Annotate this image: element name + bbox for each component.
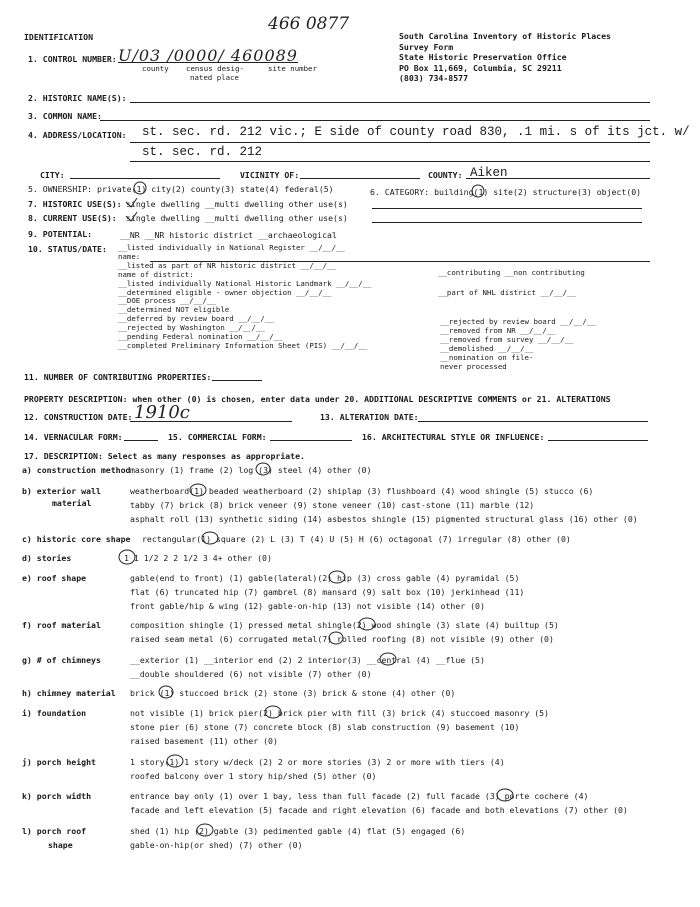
status-item[interactable]: __deferred by review board __/__/__ — [118, 314, 274, 324]
status-right-item[interactable]: __removed from survey __/__/__ — [440, 335, 574, 344]
identification-heading: IDENTIFICATION — [24, 32, 94, 42]
row-options[interactable]: gable(end to front) (1) gable(lateral)(2) hip (3) cross gable (4) pyramidal (5) — [130, 573, 520, 583]
row-label: d) stories — [22, 553, 72, 563]
row-options[interactable]: raised basement (11) other (0) — [130, 736, 278, 746]
row-label: c) historic core shape — [22, 534, 131, 544]
row-options[interactable]: weatherboard(1) beaded weatherboard (2) shiplap (3) flushboard (4) wood shingle (5) stucco (6) — [130, 486, 594, 496]
construction-date-label: 12. CONSTRUCTION DATE: — [24, 412, 133, 422]
alteration-date-label: 13. ALTERATION DATE: — [320, 412, 419, 422]
status-right-item[interactable]: __part of NHL district __/__/__ — [438, 288, 576, 297]
potential-options[interactable]: __NR __NR historic district __archaeological — [120, 230, 337, 240]
status-item[interactable]: name: — [118, 251, 141, 261]
gable-lateral-circle-mark — [329, 571, 345, 583]
commercial-form-label: 15. COMMERCIAL FORM: — [168, 432, 267, 442]
city-label: CITY: — [40, 170, 65, 180]
row-options[interactable]: rectangular(1) square (2) L (3) T (4) U (5) H (6) octagonal (7) irregular (8) other (0) — [142, 534, 571, 544]
county-value[interactable]: Aiken — [470, 166, 508, 180]
current-use-label: 8. CURRENT USE(S): — [28, 213, 117, 223]
handwritten-number: 466 0877 — [268, 14, 350, 34]
status-item[interactable]: __listed individually in National Register __/__/__ — [118, 243, 345, 252]
brick-pier-circle-mark — [265, 706, 281, 718]
common-name-label: 3. COMMON NAME: — [28, 111, 102, 121]
historic-use-options[interactable]: single dwelling __multi dwelling other use(s) — [126, 199, 348, 209]
historic-use-label: 7. HISTORIC USE(S): — [28, 199, 122, 209]
row-label: k) porch width — [22, 791, 92, 801]
current-use-check-mark — [126, 212, 137, 221]
control-sub-census: census desig- — [186, 64, 244, 73]
row-label: h) chimney material — [22, 688, 116, 698]
hip-circle-mark — [197, 824, 213, 836]
one-story-porch-circle-mark — [167, 755, 183, 767]
status-right-item[interactable]: __demolished __/__/__ — [440, 344, 534, 353]
rectangular-circle-mark — [202, 532, 218, 544]
property-description-note: PROPERTY DESCRIPTION: when other (0) is chosen, enter data under 20. ADDITIONAL DESCRIPTIVE COMMENTS or 21. ALTERATIONS — [24, 394, 611, 404]
county-label: COUNTY: — [428, 170, 463, 180]
row-options[interactable]: 1 story(1) 1 story w/deck (2) 2 or more stories (3) 2 or more with tiers (4) — [130, 757, 505, 767]
control-number-value[interactable]: U/03 /0000/ 460089 — [118, 46, 298, 65]
address-label: 4. ADDRESS/LOCATION: — [28, 130, 127, 140]
control-sub-place: nated place — [190, 73, 239, 82]
vernacular-form-label: 14. VERNACULAR FORM: — [24, 432, 123, 442]
description-heading: 17. DESCRIPTION: Select as many responses as appropriate. — [24, 451, 305, 461]
row-options[interactable]: 1 1 1/2 2 2 1/2 3 4+ other (0) — [124, 553, 272, 563]
row-options[interactable]: raised seam metal (6) corrugated metal(7) rolled roofing (8) not visible (9) other (0) — [130, 634, 554, 644]
row-label: i) foundation — [22, 708, 87, 718]
row-options[interactable]: stone pier (6) stone (7) concrete block (8) slab construction (9) basement (10) — [130, 722, 520, 732]
row-options[interactable]: __double shouldered (6) not visible (7) other (0) — [130, 669, 372, 679]
row-label: j) porch height — [22, 757, 96, 767]
row-options[interactable]: brick (1) stuccoed brick (2) stone (3) brick & stone (4) other (0) — [130, 688, 456, 698]
status-item[interactable]: name of district: — [118, 269, 194, 279]
row-options[interactable]: __exterior (1) __interior end (2) 2 interior(3) __central (4) __flue (5) — [130, 655, 485, 665]
row-options[interactable]: facade and left elevation (5) facade and right elevation (6) facade and both elevations (7) other (0) — [130, 805, 628, 815]
row-label-2: shape — [48, 840, 73, 850]
status-item[interactable]: __listed as part of NR historic district __/__/__ — [118, 260, 337, 270]
status-item[interactable]: __listed individually National Historic Landmark __/__/__ — [118, 278, 372, 288]
row-options[interactable]: entrance bay only (1) over 1 bay, less than full facade (2) full facade (3) porte cochere (4) — [130, 791, 589, 801]
status-right-item[interactable]: __nomination on file- — [440, 353, 534, 362]
potential-label: 9. POTENTIAL: — [28, 229, 93, 239]
interior-circle-mark — [380, 653, 396, 665]
current-use-options[interactable]: single dwelling __multi dwelling other use(s) — [126, 213, 348, 223]
pressed-metal-circle-mark — [359, 618, 375, 630]
row-label: f) roof material — [22, 620, 101, 630]
status-label: 10. STATUS/DATE: — [28, 244, 107, 254]
row-options[interactable]: asphalt roll (13) synthetic siding (14) asbestos shingle (15) pigmented structural glass (16) other (0) — [130, 514, 638, 524]
row-label: b) exterior wall — [22, 486, 101, 496]
control-number-label: 1. CONTROL NUMBER: — [28, 54, 117, 64]
status-right-item: never processed — [440, 362, 507, 371]
control-sub-county: county — [142, 64, 169, 73]
brick-chimney-circle-mark — [159, 686, 173, 698]
row-options[interactable]: masonry (1) frame (2) log (3) steel (4) other (0) — [130, 465, 372, 475]
status-item[interactable]: __determined eligible - owner objection __/__/__ — [118, 287, 332, 297]
row-options[interactable]: front gable/hip & wing (12) gable-on-hip (13) not visible (14) other (0) — [130, 601, 485, 611]
address-line-1[interactable]: st. sec. rd. 212 vic.; E side of county road 830, .1 mi. s of its jct. w/ — [142, 125, 690, 139]
historic-use-check-mark — [126, 198, 137, 207]
historic-names-label: 2. HISTORIC NAME(S): — [28, 93, 127, 103]
row-label: g) # of chimneys — [22, 655, 101, 665]
agency-line: Survey Form — [399, 41, 454, 52]
agency-line: PO Box 11,669, Columbia, SC 29211 — [399, 62, 562, 73]
address-line-2[interactable]: st. sec. rd. 212 — [142, 145, 263, 159]
agency-line: State Historic Preservation Office — [399, 52, 567, 62]
vicinity-label: VICINITY OF: — [240, 170, 300, 180]
row-options[interactable]: composition shingle (1) pressed metal shingle(2) wood shingle (3) slate (4) builtup (5) — [130, 620, 559, 630]
full-facade-circle-mark — [497, 789, 513, 801]
weatherboard-circle-mark — [190, 484, 206, 496]
status-item[interactable]: __rejected by Washington __/__/__ — [118, 323, 265, 333]
status-right-item[interactable]: __rejected by review board __/__/__ — [440, 317, 596, 326]
row-label: l) porch roof — [22, 826, 87, 836]
row-options[interactable]: not visible (1) brick pier(2) brick pier with fill (3) brick (4) stuccoed masonry (5) — [130, 708, 549, 718]
contributing-properties-label: 11. NUMBER OF CONTRIBUTING PROPERTIES: — [24, 372, 212, 382]
status-item[interactable]: __pending Federal nomination __/__/__ — [118, 332, 283, 342]
control-sub-site: site number — [268, 64, 317, 73]
row-options[interactable]: flat (6) truncated hip (7) gambrel (8) mansard (9) salt box (10) jerkinhead (11) — [130, 587, 525, 597]
row-label: a) construction method — [22, 465, 131, 475]
row-options[interactable]: roofed balcony over 1 story hip/shed (5) other (0) — [130, 771, 377, 781]
ownership-circle-mark — [134, 182, 146, 194]
status-item[interactable]: __completed Preliminary Information Sheet (PIS) __/__/__ — [118, 340, 368, 350]
row-label-2: material — [52, 498, 92, 508]
one-story-circle-mark — [119, 550, 135, 564]
architectural-style-label: 16. ARCHITECTURAL STYLE OR INFLUENCE: — [362, 432, 545, 442]
category-row[interactable]: 6. CATEGORY: building(1) site(2) structure(3) object(0) — [370, 187, 642, 197]
ownership-row[interactable]: 5. OWNERSHIP: private(1) city(2) county(3) state(4) federal(5) — [28, 184, 334, 194]
corrugated-circle-mark — [329, 632, 343, 644]
row-label: e) roof shape — [22, 573, 87, 583]
frame-circle-mark — [256, 463, 270, 475]
agency-line: South Carolina Inventory of Historic Places — [399, 31, 611, 41]
agency-line: (803) 734-8577 — [399, 73, 469, 83]
status-right-item[interactable]: __contributing __non contributing — [438, 268, 585, 277]
status-right-item[interactable]: __removed from NR __/__/__ — [440, 326, 556, 335]
row-options[interactable]: gable-on-hip(or shed) (7) other (0) — [130, 840, 303, 850]
status-item[interactable]: __determined NOT eligible — [118, 305, 230, 315]
status-item[interactable]: __DOE process __/__/__ — [118, 296, 216, 306]
category-circle-mark — [472, 185, 484, 197]
construction-date-value[interactable]: 1910c — [134, 402, 190, 423]
row-options[interactable]: shed (1) hip (2) gable (3) pedimented gable (4) flat (5) engaged (6) — [130, 826, 466, 836]
row-options[interactable]: tabby (7) brick (8) brick veneer (9) stone veneer (10) cast-stone (11) marble (12) — [130, 500, 535, 510]
